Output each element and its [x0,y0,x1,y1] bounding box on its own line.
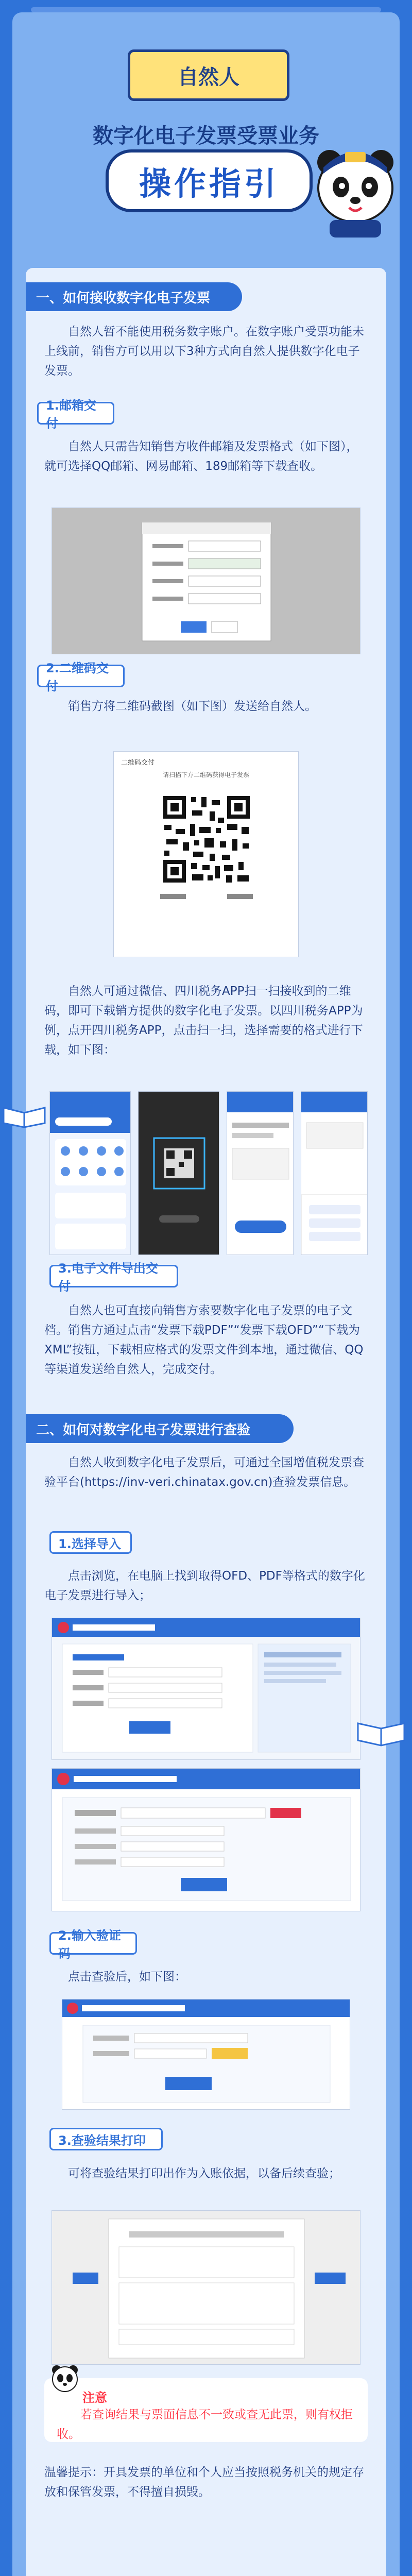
step3-text: 可将查验结果打印出作为入账依据，以备后续查验； [68,2167,340,2180]
panda-face-icon [49,2363,80,2394]
section2-intro: 自然人收到数字化电子发票后，可通过全国增值税发票查验平台(https://inv-veri.chinatax.gov.cn)查验发票信息。 [44,1456,364,1489]
section1-heading: 一、如何接收数字化电子发票 [26,282,242,311]
qr-shot-caption: 请扫描下方二维码获得电子发票 [162,771,249,778]
header-subtitle: 数字化电子发票受票业务 [93,124,319,148]
email-delivery-tag: 1.邮箱交付 [37,402,114,425]
section2-heading: 二、如何对数字化电子发票进行查验 [26,1414,294,1443]
verify-platform-screenshot [52,1618,360,1760]
verify-result-screenshot [52,2210,360,2365]
qr-delivery-tag: 2.二维码交付 [37,665,125,687]
app-screenshot-scan [138,1091,219,1255]
email-dialog-screenshot [52,507,360,654]
book-icon [1,1097,47,1128]
verify-import-screenshot [52,1768,360,1911]
file-export-text: 自然人也可直接向销售方索要数字化电子发票的电子文档。销售方通过点击“发票下载PDF”“发票下载OFD”“下载为XML”按钮，下载相应格式的发票文件到本地，通过微信、QQ等渠道发送给自然人，完成交付。 [44,1304,364,1376]
header-tag: 自然人 [128,49,289,101]
step1-text: 点击浏览，在电脑上找到取得OFD、PDF等格式的数字化电子发票进行导入； [44,1569,365,1602]
app-screenshot-format [301,1091,368,1255]
book-icon [355,1710,407,1747]
app-scan-text: 自然人可通过微信、四川税务APP扫一扫接收到的二维码，即可下载销方提供的数字化电子发票。以四川税务APP为例，点开四川税务APP，点击扫一扫，选择需要的格式进行下载，如下图： [44,985,363,1057]
note-text: 若查询结果与票面信息不一致或查无此票，则有权拒收。 [57,2408,353,2441]
step2-tag: 2.输入验证码 [49,1932,137,1955]
captcha-screenshot [62,1999,350,2110]
qr-code-icon [160,793,253,906]
qr-shot-title: 二维码交付 [121,759,155,767]
step3-tag: 3.查验结果打印 [49,2128,163,2150]
step2-text: 点击查验后，如下图： [68,1970,186,1984]
app-screenshot-home [49,1091,131,1255]
app-screenshot-download [227,1091,294,1255]
file-export-tag: 3.电子文件导出交付 [49,1265,178,1287]
email-delivery-text: 自然人只需告知销售方收件邮箱及发票格式（如下图），就可选择QQ邮箱、网易邮箱、189邮箱等下载查收。 [44,440,358,473]
reminder-text: 温馨提示：开具发票的单位和个人应当按照税务机关的规定存放和保管发票，不得擅自损毁。 [44,2466,364,2499]
qr-code-screenshot [113,751,299,957]
step1-tag: 1.选择导入 [49,1531,132,1554]
note-label: 注意 [82,2391,107,2405]
section1-intro: 自然人暂不能使用税务数字账户。在数字账户受票功能未上线前，销售方可以用以下3种方式向自然人提供数字化电子发票。 [44,325,364,378]
qr-delivery-text: 销售方将二维码截图（如下图）发送给自然人。 [68,700,317,713]
page-title: 操作指引 [106,149,313,212]
panda-mascot-icon [309,137,402,240]
